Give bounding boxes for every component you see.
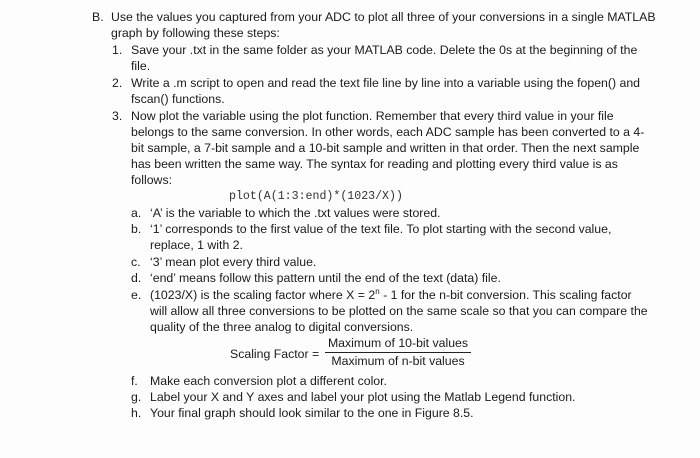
exponent-n: n <box>375 286 380 296</box>
scaling-fraction <box>325 335 471 369</box>
formula-label: Scaling Factor = <box>230 347 320 361</box>
sub-item-c-text: ‘3’ mean plot every third value. <box>150 255 317 269</box>
section-intro-line-2: graph by following these steps: <box>111 26 280 40</box>
scaling-text-before: (1023/X) is the scaling factor where X = 2 <box>150 288 376 302</box>
sub-item-letter: a. <box>131 206 142 220</box>
step-3-line-1: Now plot the variable using the plot function. Remember that every third value in your file <box>131 109 614 123</box>
sub-item-e-line-1 <box>150 287 632 303</box>
step-number: 1. <box>112 43 123 57</box>
step-1-line-2: file. <box>131 59 151 73</box>
sub-item-b-line-2: replace, 1 with 2. <box>150 238 243 252</box>
sub-item-d-text: ‘end’ means follow this pattern until the end of the text (data) file. <box>150 271 501 285</box>
sub-item-letter: e. <box>131 288 142 302</box>
step-3-line-4: has been written the same way. The syntax for reading and plotting every third value is as <box>131 157 618 171</box>
step-number: 2. <box>112 76 123 90</box>
fraction-numerator: Maximum of 10-bit values <box>327 336 469 350</box>
step-number: 3. <box>112 109 123 123</box>
sub-item-h-text: Your final graph should look similar to the one in Figure 8.5. <box>150 406 474 420</box>
sub-item-e-line-3: quality of the three analog to digital conversions. <box>150 320 414 334</box>
sub-item-letter: c. <box>131 255 141 269</box>
step-3-line-5: follows: <box>131 173 173 187</box>
sub-item-f-text: Make each conversion plot a different color. <box>150 374 387 388</box>
step-2-line-1: Write a .m script to open and read the text file line by line into a variable using the fopen() and <box>131 76 641 90</box>
step-3-line-2: belongs to the same conversion. In other words, each ADC sample has been converted to a 4- <box>131 125 645 139</box>
code-snippet: plot(A(1:3:end)*(1023/X)) <box>229 190 403 203</box>
sub-item-letter: h. <box>131 406 142 420</box>
step-2-line-2: fscan() functions. <box>131 92 225 106</box>
sub-item-g-text: Label your X and Y axes and label your plot using the Matlab Legend function. <box>150 390 576 404</box>
sub-item-letter: g. <box>131 390 142 404</box>
sub-item-b-line-1: ‘1’ corresponds to the first value of the text file. To plot starting with the second value, <box>150 222 612 236</box>
sub-item-a-text: ‘A’ is the variable to which the .txt values were stored. <box>150 206 441 220</box>
sub-item-letter: b. <box>131 222 142 236</box>
section-marker: B. <box>92 10 104 24</box>
scaling-text-after: - 1 for the n-bit conversion. This scaling factor <box>379 288 632 302</box>
fraction-denominator: Maximum of n-bit values <box>331 354 465 369</box>
sub-item-e-line-2: will allow all three conversions to be plotted on the same scale so that you can compare the <box>150 304 648 318</box>
sub-item-letter: d. <box>131 271 142 285</box>
step-1-line-1: Save your .txt in the same folder as your MATLAB code. Delete the 0s at the beginning of the <box>131 43 638 57</box>
sub-item-letter: f. <box>131 374 138 388</box>
section-intro-line-1: Use the values you captured from your ADC to plot all three of your conversions in a single MATLAB <box>111 10 656 24</box>
step-3-line-3: bit sample, a 7-bit sample and a 10-bit sample and written in that order. Then the next sample <box>131 141 640 155</box>
